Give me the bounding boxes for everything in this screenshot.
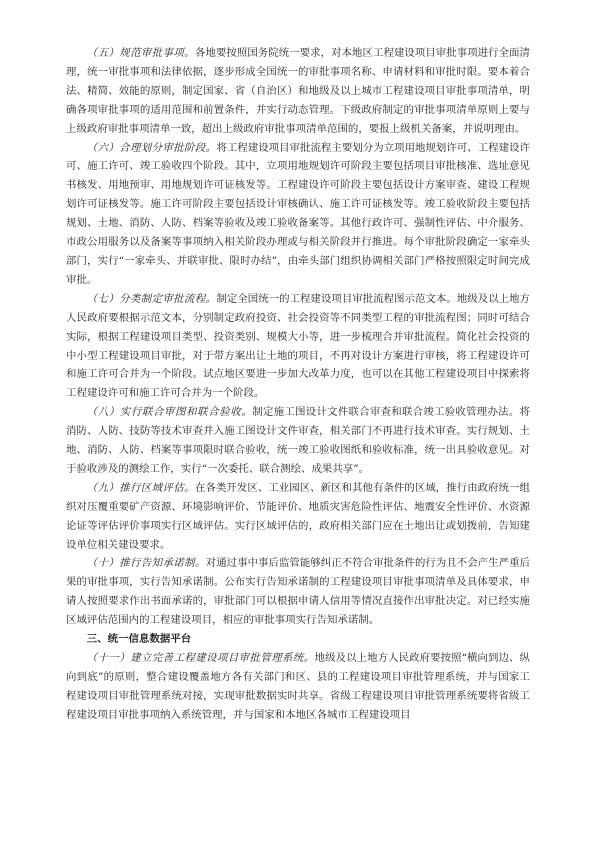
paragraph-text: 在各类开发区、工业园区、新区和其他有条件的区域，推行由政府统一组织对压覆重要矿产资源、环境影响评价、节能评价、地质灾害危险性评估、地震安全性评价、水资源论证等评估评价事项实行区域评估。实行区域评估的，政府相关部门应在土地出让或划拨前，告知建设单位相关建设要求。 <box>66 481 530 551</box>
paragraph-text: 制定全国统一的工程建设项目审批流程图示范文本。地级及以上地方人民政府要根据示范文本，分别制定政府投资、社会投资等不同类型工程的审批流程图；同时可结合实际，根据工程建设项目类型、投资类别、规模大小等，进一步梳理合并审批流程。简化社会投资的中小型工程建设项目审批，对于带方案出让土地的项目，不再对设计方案进行审核，将工程建设许可和施工许可合并为一个阶段。试点地区要进一步加大改革力度，也可以在其他工程建设项目中探索将工程建设许可和施工许可合并为一个阶段。 <box>66 292 530 400</box>
paragraph-regional-assessment <box>66 479 530 555</box>
paragraph-text: 制定施工图设计文件联合审查和联合竣工验收管理办法。将消防、人防、技防等技术审查并入施工图设计文件审查，相关部门不再进行技术审查。实行规划、土地、消防、人防、档案等事项限时联合验收，统一竣工验收图纸和验收标准，统一出具验收意见。对于验收涉及的测绘工作，实行“一次委托、联合测绘、成果共享”。 <box>66 406 530 475</box>
paragraph-lead: （十一）建立完善工程建设项目审批管理系统。 <box>86 652 315 664</box>
paragraph-lead: （十）推行告知承诺制。 <box>86 557 206 570</box>
paragraph-divide-approval-stages <box>66 139 530 290</box>
paragraph-joint-review-acceptance <box>66 403 530 479</box>
paragraph-lead: （七）分类制定审批流程。 <box>86 292 217 305</box>
paragraph-approval-management-system <box>66 649 530 725</box>
paragraph-text: 各地要按照国务院统一要求，对本地区工程建设项目审批事项进行全面清理，统一审批事项和法律依据，逐步形成全国统一的审批事项名称、申请材料和审批时限。要本着合法、精简、效能的原则，制定国家、省（自治区）和地级及以上城市工程建设项目审批事项清单，明确各项审批事项的适用范围和前置条件，并实行动态管理。下级政府制定的审批事项清单原则上要与上级政府审批事项清单一致，超出上级政府审批事项清单范围的，要报上级机关备案，并说明理由。 <box>66 47 530 135</box>
paragraph-lead: （六）合理划分审批阶段。 <box>86 141 217 154</box>
paragraph-text: 将工程建设项目审批流程主要划分为立项用地规划许可、工程建设许可、施工许可、竣工验收四个阶段。其中，立项用地规划许可阶段主要包括项目审批核准、选址意见书核发、用地预审、用地规划许可证核发等。工程建设许可阶段主要包括设计方案审查、建设工程规划许可证核发等。施工许可阶段主要包括设计审核确认、施工许可证核发等。竣工验收阶段主要包括规划、土地、消防、人防、档案等验收及竣工验收备案等。其他行政许可、强制性评估、中介服务、市政公用服务以及备案等事项纳入相关阶段办理或与相关阶段并行推进。每个审批阶段确定一家牵头部门，实行“一家牵头、并联审批、限时办结”，由牵头部门组织协调相关部门严格按照限定时间完成审批。 <box>66 141 530 286</box>
paragraph-lead: （九）推行区域评估。 <box>86 481 195 494</box>
paragraph-text: 地级及以上地方人民政府要按照“横向到边、纵向到底”的原则，整合建设覆盖地方各有关部门和区、县的工程建设项目审批管理系统，并与国家工程建设项目审批管理系统对接，实现审批数据实时共享。省级工程建设项目审批管理系统要将省级工程建设项目审批事项纳入系统管理，并与国家和本地区各城市工程建设项目 <box>66 652 530 721</box>
paragraph-lead: （八）实行联合审图和联合验收。 <box>86 406 253 419</box>
paragraph-lead: （五）规范审批事项。 <box>86 47 195 59</box>
paragraph-standardize-approval-items <box>66 44 530 139</box>
paragraph-classified-approval-process <box>66 290 530 403</box>
paragraph-notification-commitment <box>66 554 530 630</box>
document-body <box>66 44 530 725</box>
paragraph-text: 对通过事中事后监管能够纠正不符合审批条件的行为且不会产生严重后果的审批事项，实行告知承诺制。公布实行告知承诺制的工程建设项目审批事项清单及具体要求，申请人按照要求作出书面承诺的，审批部门可以根据申请人信用等情况直接作出审批决定。对已经实施区域评估范围内的工程建设项目，相应的审批事项实行告知承诺制。 <box>66 557 531 627</box>
section-heading: 三、统一信息数据平台 <box>86 633 192 646</box>
